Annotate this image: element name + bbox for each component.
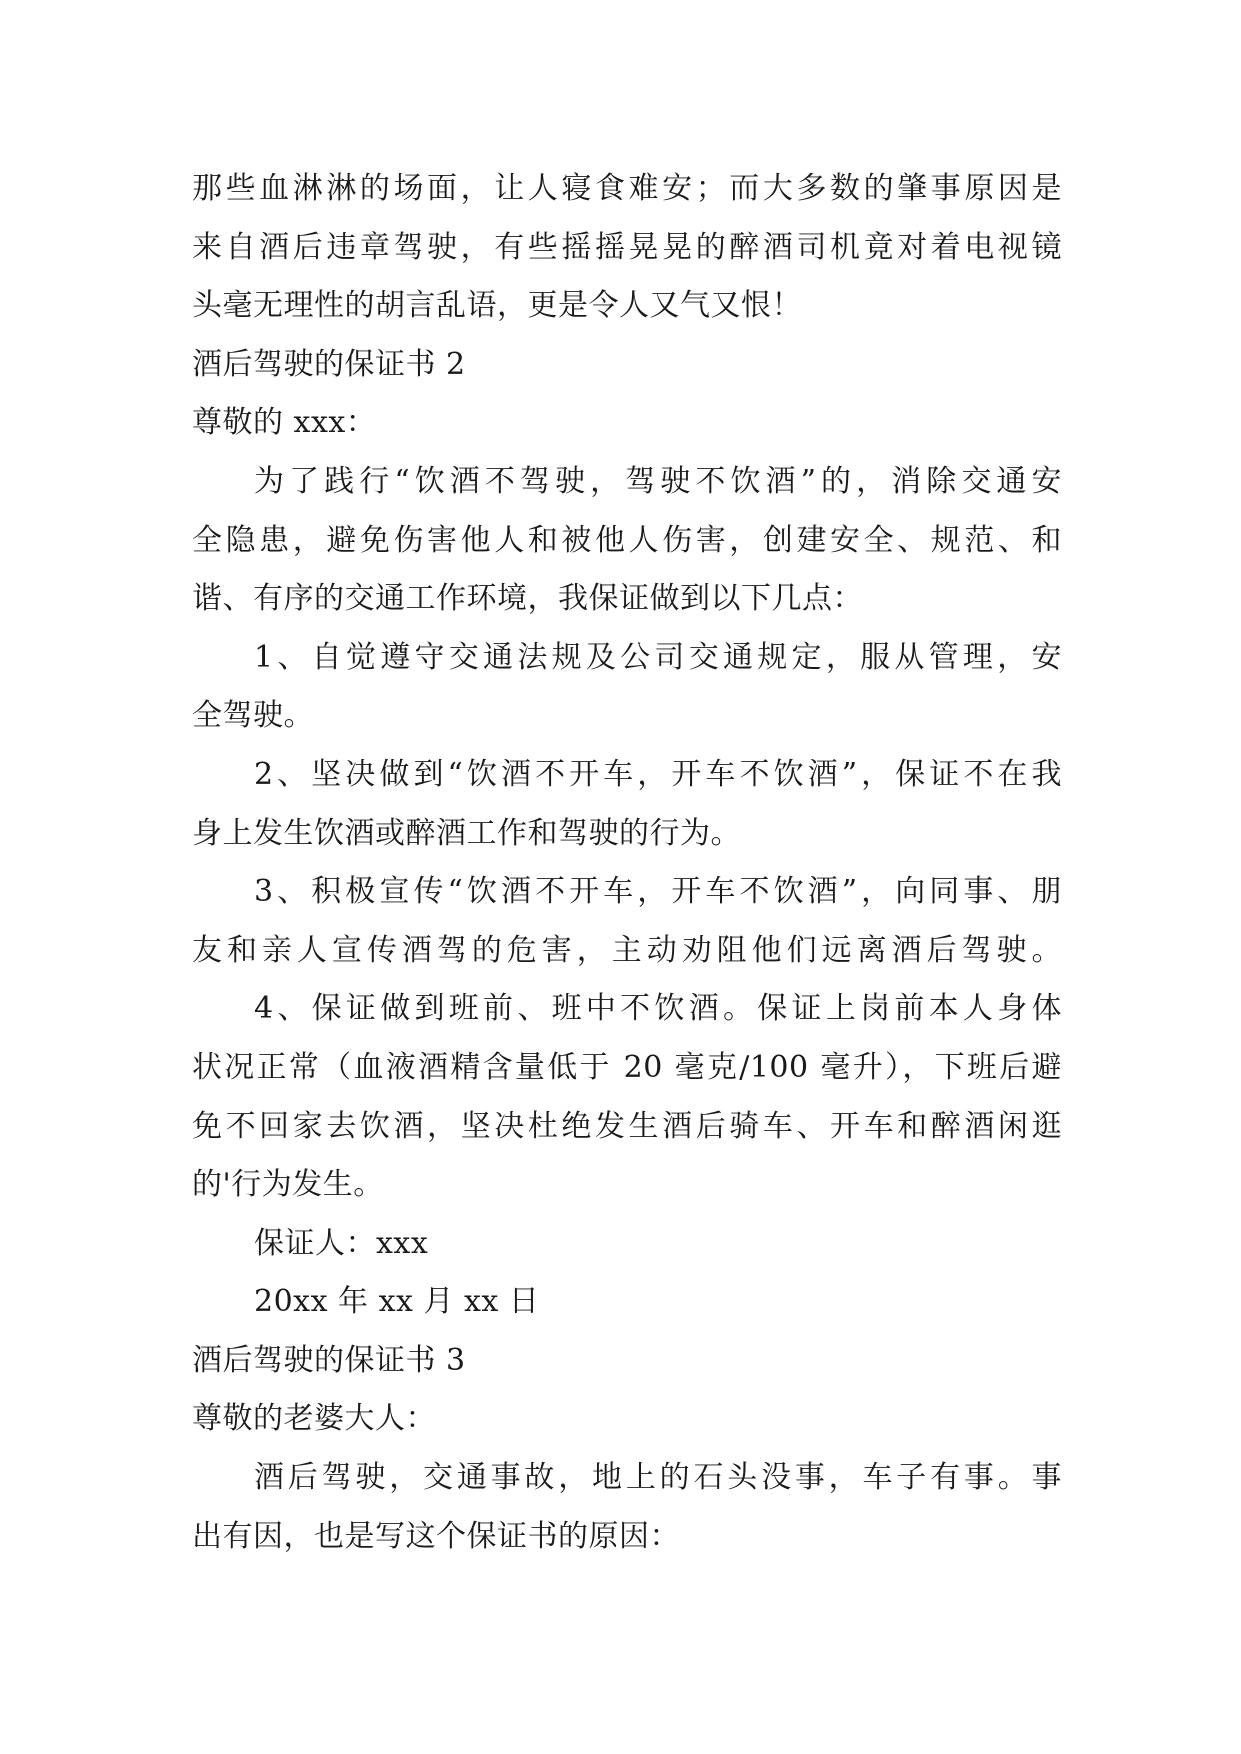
section2-salutation: 尊敬的 xxx： — [192, 405, 377, 441]
s2-p5-line-1: 4、保证做到班前、班中不饮酒。保证上岗前本人身体 — [254, 991, 1062, 1027]
intro-line-3: 头毫无理性的胡言乱语，更是令人又气又恨！ — [192, 288, 802, 324]
s2-p1-line-3: 谐、有序的交通工作环境，我保证做到以下几点： — [192, 581, 863, 617]
section2-date: 20xx 年 xx 月 xx 日 — [254, 1284, 540, 1320]
s2-p2-line-1: 1、自觉遵守交通法规及公司交通规定，服从管理，安 — [254, 639, 1062, 675]
s2-p5-line-3: 免不回家去饮酒，坚决杜绝发生酒后骑车、开车和醉酒闲逛 — [192, 1108, 1062, 1144]
s2-p1-line-1: 为了践行“饮酒不驾驶，驾驶不饮酒”的，消除交通安 — [254, 463, 1062, 499]
s2-p1-line-2: 全隐患，避免伤害他人和被他人伤害，创建安全、规范、和 — [192, 522, 1062, 558]
section2-signer: 保证人：xxx — [254, 1225, 429, 1261]
section2-title: 酒后驾驶的保证书 2 — [192, 346, 466, 382]
s3-p1-line-1: 酒后驾驶，交通事故，地上的石头没事，车子有事。事 — [254, 1460, 1062, 1496]
section3-salutation: 尊敬的老婆大人： — [192, 1401, 436, 1437]
s3-p1-line-2: 出有因，也是写这个保证书的原因： — [192, 1518, 680, 1554]
section3-title: 酒后驾驶的保证书 3 — [192, 1342, 466, 1378]
s2-p4-line-2: 友和亲人宣传酒驾的危害，主动劝阻他们远离酒后驾驶。 — [192, 932, 1062, 968]
document-page — [192, 160, 1062, 1566]
s2-p3-line-2: 身上发生饮酒或醉酒工作和驾驶的行为。 — [192, 815, 741, 851]
intro-line-1: 那些血淋淋的场面，让人寝食难安；而大多数的肇事原因是 — [192, 171, 1062, 206]
intro-line-2: 来自酒后违章驾驶，有些摇摇晃晃的醉酒司机竟对着电视镜 — [192, 229, 1062, 265]
s2-p5-line-4: 的'行为发生。 — [192, 1167, 384, 1203]
s2-p4-line-1: 3、积极宣传“饮酒不开车，开车不饮酒”，向同事、朋 — [254, 874, 1062, 910]
s2-p2-line-2: 全驾驶。 — [192, 698, 314, 734]
s2-p5-line-2: 状况正常（血液酒精含量低于 20 毫克/100 毫升），下班后避 — [192, 1049, 1062, 1085]
s2-p3-line-1: 2、坚决做到“饮酒不开车，开车不饮酒”，保证不在我 — [254, 756, 1062, 792]
